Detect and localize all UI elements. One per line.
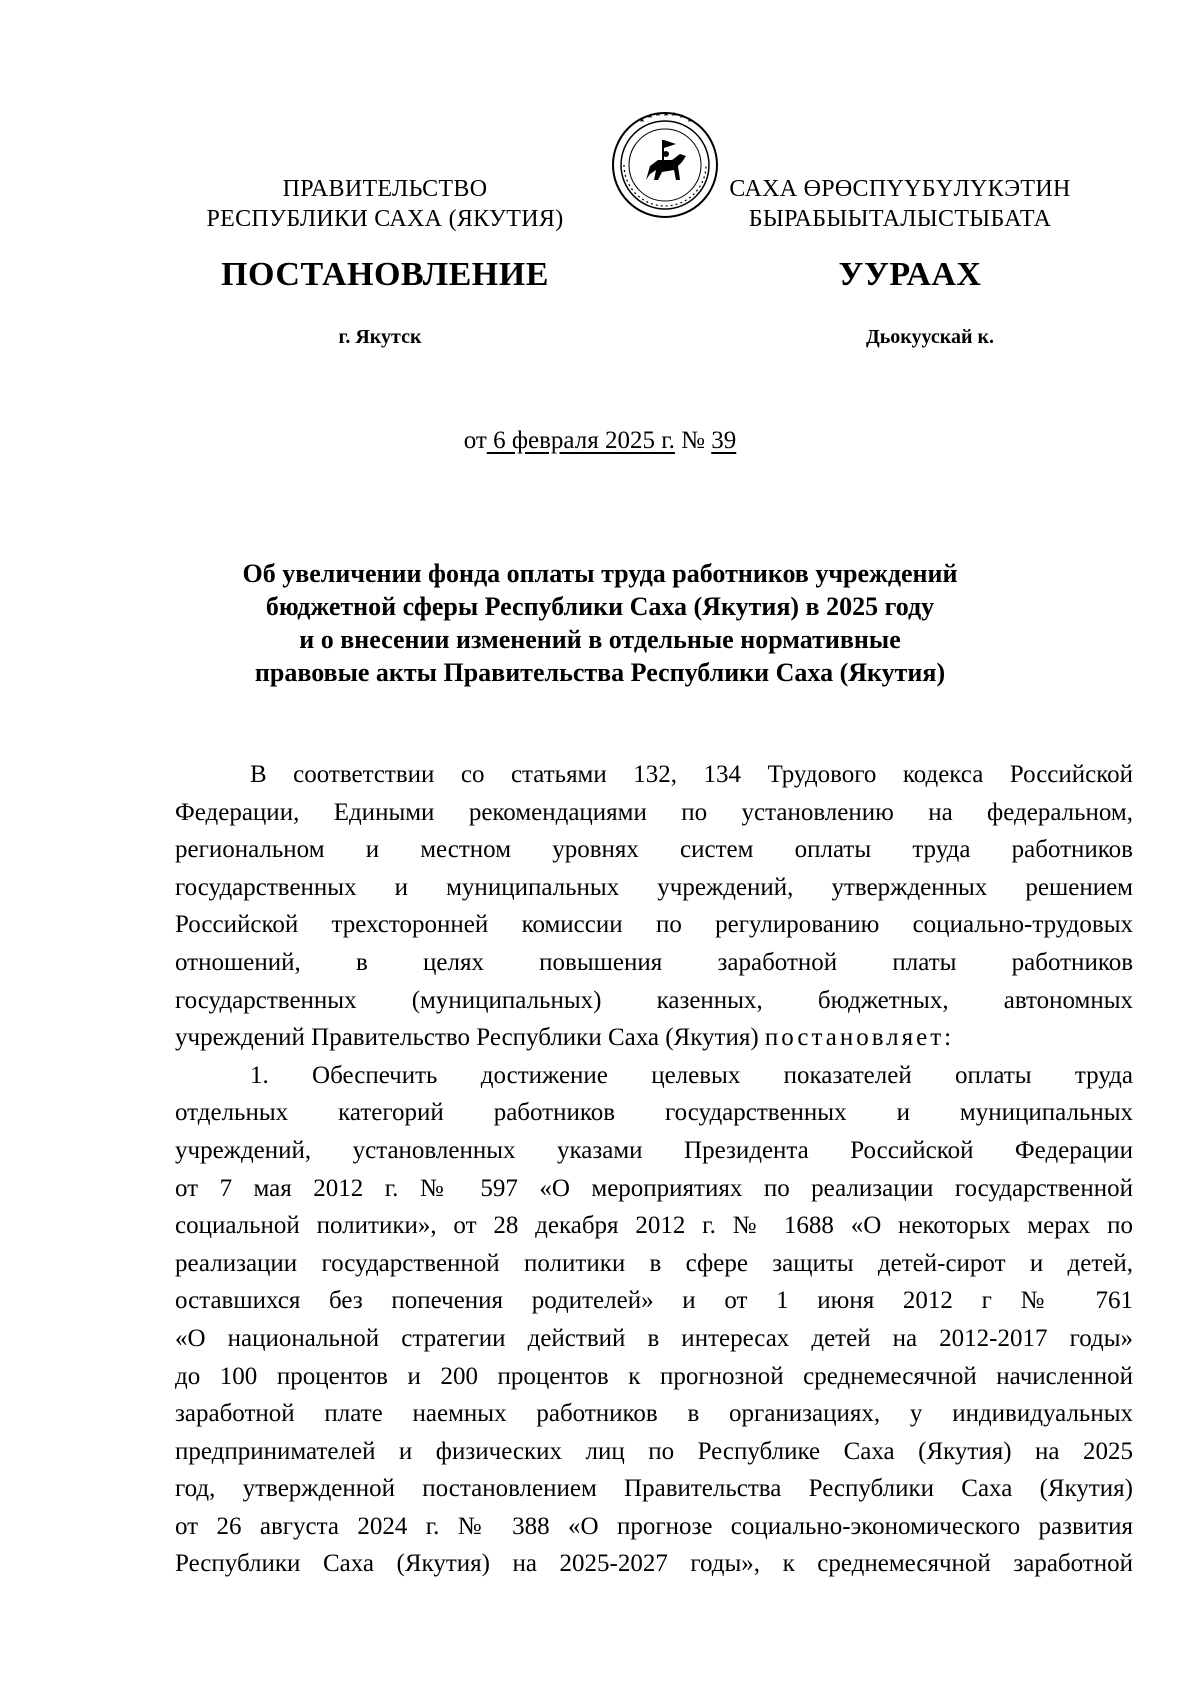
header-ru-line1: ПРАВИТЕЛЬСТВО xyxy=(282,176,488,202)
header-sah-line1: САХА ӨРӨСПҮҮБҮЛҮКЭТИН xyxy=(729,176,1071,202)
body-line: «О национальной стратегии действий в интересах детей на 2012-2017 годы» xyxy=(175,1324,1133,1352)
body-line: Российской трехсторонней комиссии по регулированию социально-трудовых xyxy=(175,911,1133,939)
header-sah-line2: БЫРАБЫЫТАЛЫСТЫБАТА xyxy=(748,206,1052,232)
doc-type-ru: ПОСТАНОВЛЕНИЕ xyxy=(221,256,549,293)
body-line: В соответствии со статьями 132, 134 Трудового кодекса Российской xyxy=(250,761,1133,788)
body-line: социальной политики», от 28 декабря 2012 г. № 1688 «О некоторых мерах по xyxy=(175,1212,1133,1240)
date-number-line xyxy=(0,427,1200,455)
body-line: Республики Саха (Якутия) на 2025-2027 годы», к среднемесячной заработной xyxy=(175,1550,1133,1578)
header-russian xyxy=(175,174,595,234)
resolves-word: постановляет: xyxy=(764,1024,955,1052)
doc-type-sah: УУРААХ xyxy=(838,256,982,293)
body-line: учреждений, установленных указами Президента Российской Федерации xyxy=(175,1136,1133,1164)
body-line xyxy=(175,1019,1133,1057)
document-body xyxy=(175,756,1133,1583)
body-line: год, утвержденной постановлением Правительства Республики Саха (Якутия) xyxy=(175,1475,1133,1503)
body-line: от 26 августа 2024 г. № 388 «О прогнозе социально-экономического развития xyxy=(175,1512,1133,1540)
date-prefix: от xyxy=(463,427,487,454)
preamble-last-text: учреждений Правительство Республики Саха (Якутия) xyxy=(175,1024,765,1052)
body-line: Федерации, Едиными рекомендациями по установлению на федеральном, xyxy=(175,798,1133,826)
body-line: от 7 мая 2012 г. № 597 «О мероприятиях по реализации государственной xyxy=(175,1174,1133,1202)
body-line: предпринимателей и физических лиц по Республике Саха (Якутия) на 2025 xyxy=(175,1437,1133,1465)
body-line: государственных (муниципальных) казенных, бюджетных, автономных xyxy=(175,986,1133,1014)
body-line: до 100 процентов и 200 процентов к прогнозной среднемесячной начисленной xyxy=(175,1362,1133,1390)
title-line: бюджетной сферы Республики Саха (Якутия) в 2025 году xyxy=(265,592,935,621)
body-line: реализации государственной политики в сфере защиты детей-сирот и детей, xyxy=(175,1249,1133,1277)
document-number: 39 xyxy=(711,427,737,454)
body-line: отношений, в целях повышения заработной платы работников xyxy=(175,948,1133,976)
body-line: государственных и муниципальных учреждений, утвержденных решением xyxy=(175,873,1133,901)
preamble-paragraph xyxy=(175,756,1133,1057)
body-line: заработной плате наемных работников в организациях, у индивидуальных xyxy=(175,1400,1133,1428)
title-line: правовые акты Правительства Республики Саха (Якутия) xyxy=(254,658,946,687)
document-date: 6 февраля 2025 г. xyxy=(486,427,675,454)
city-sah: Дьокуускай к. xyxy=(865,326,995,348)
body-line: региональном и местном уровнях систем оплаты труда работников xyxy=(175,836,1133,864)
body-line: оставшихся без попечения родителей» и от 1 июня 2012 г № 761 xyxy=(175,1287,1133,1315)
number-prefix: № xyxy=(674,427,712,454)
title-line: Об увеличении фонда оплаты труда работников учреждений xyxy=(242,559,958,588)
header-yakut xyxy=(685,174,1115,234)
header-ru-line2: РЕСПУБЛИКИ САХА (ЯКУТИЯ) xyxy=(206,206,564,232)
body-line: отдельных категорий работников государственных и муниципальных xyxy=(175,1099,1133,1127)
title-line: и о внесении изменений в отдельные нормативные xyxy=(299,625,901,654)
clause-1-paragraph xyxy=(175,1057,1133,1583)
body-line: 1. Обеспечить достижение целевых показателей оплаты труда xyxy=(250,1061,1133,1089)
document-title xyxy=(170,557,1030,689)
city-ru: г. Якутск xyxy=(338,326,422,348)
